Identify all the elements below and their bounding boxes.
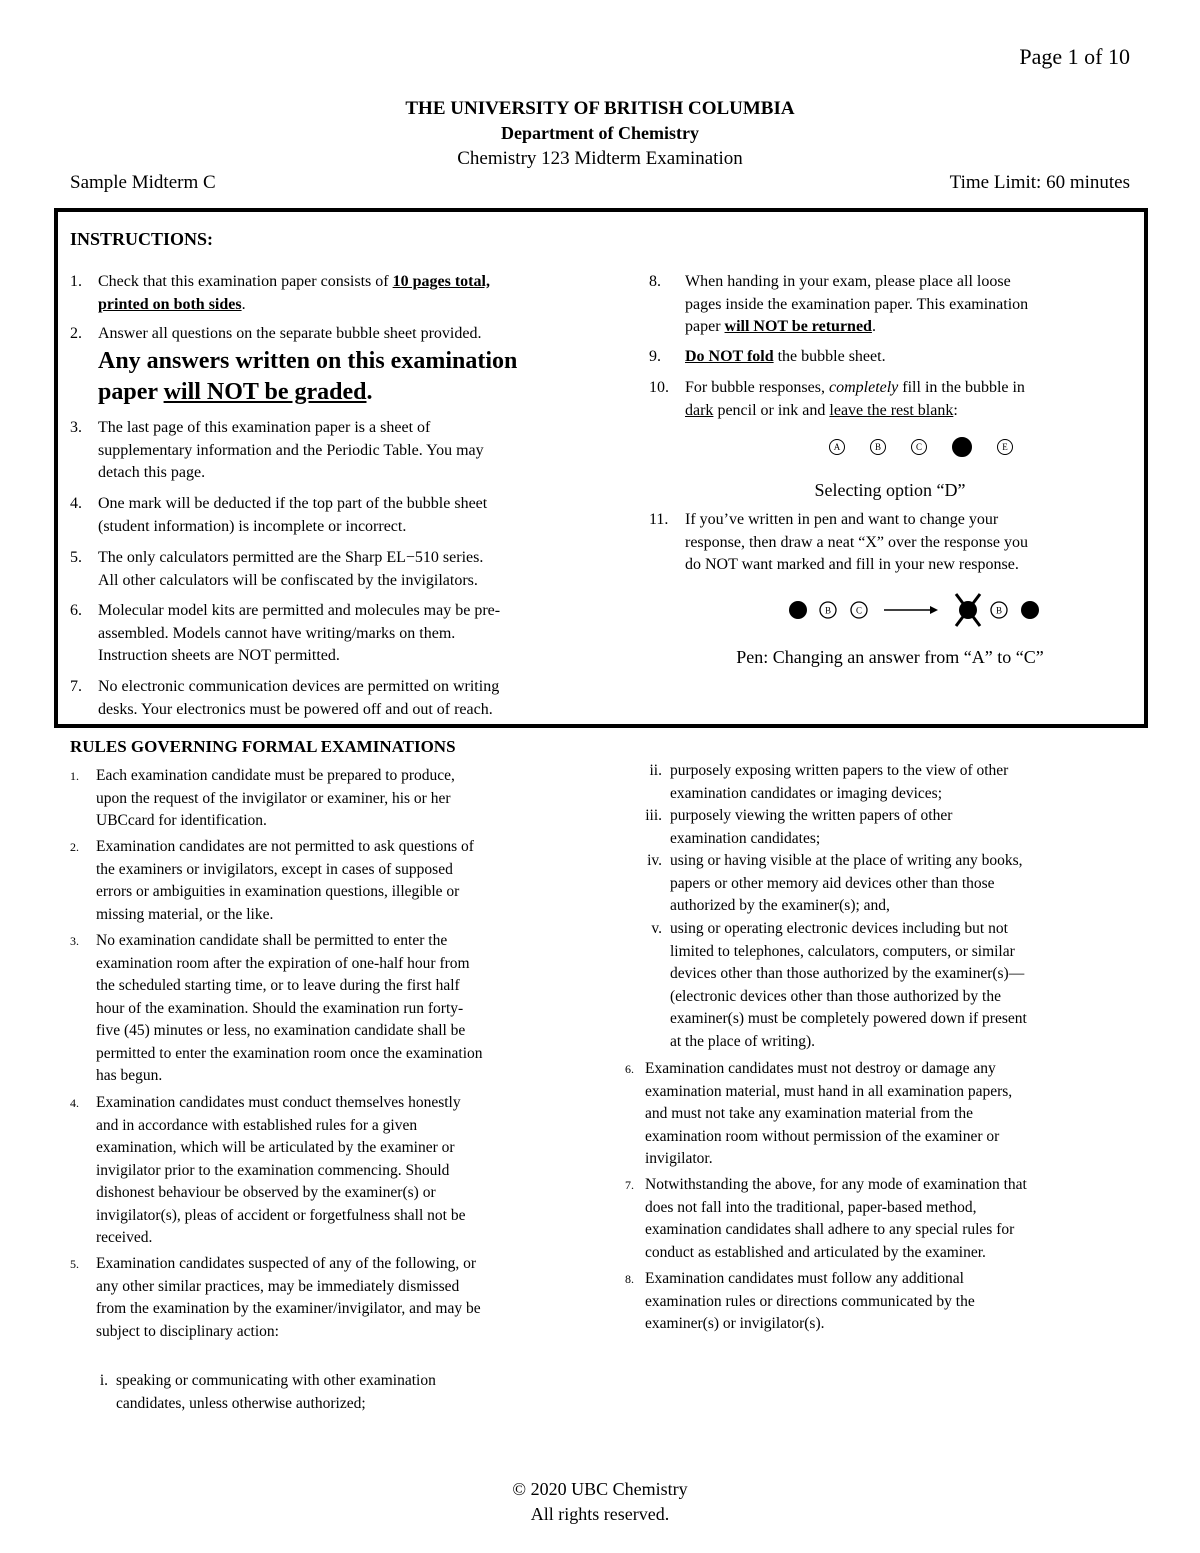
rule-text-line: No examination candidate shall be permitted to enter the — [96, 932, 448, 949]
rule-text-line: examination candidates; — [670, 829, 821, 847]
rule-item-2: 2. Examination candidates are not permitted to ask questions of the examiners or invigilators, except in cases of supposed errors or ambiguities in examination questions, illegible or missing material, or the like. — [70, 838, 474, 923]
bubble-d-filled — [952, 437, 972, 457]
instruction-item-9: 9. Do NOT fold the bubble sheet. — [649, 348, 886, 365]
new-filled-bubble-icon — [1021, 601, 1039, 619]
copyright: © 2020 UBC Chemistry — [512, 1479, 688, 1499]
rule-text-line: Examination candidates must not destroy or damage any — [645, 1060, 996, 1077]
rule-subitem-iii: iii. purposely viewing the written papers of other examination candidates; — [645, 807, 953, 847]
rule-text-line: speaking or communicating with other examination — [116, 1372, 436, 1389]
rule-item-8: 8. Examination candidates must follow any additional examination rules or directions communicated by the examiner(s) or invigilator(s). — [625, 1270, 975, 1332]
rule-text-line: hour of the examination. Should the examination run forty- — [96, 999, 464, 1017]
exam-subheader — [70, 172, 1130, 194]
rule-text-line: upon the request of the invigilator or examiner, his or her — [96, 789, 451, 807]
bubble-e: E — [997, 439, 1013, 455]
rule-text-line: has begun. — [96, 1067, 163, 1084]
rule-text-line: and in accordance with established rules for a given — [96, 1116, 418, 1134]
rules-title: RULES GOVERNING FORMAL EXAMINATIONS — [70, 737, 456, 756]
rule-text-line: five (45) minutes or less, no examination candidate shall be — [96, 1022, 466, 1039]
instruction-item-1: 1. Check that this examination paper consists of 10 pages total, printed on both sides. — [70, 273, 490, 313]
course-title: Chemistry 123 Midterm Examination — [457, 148, 743, 169]
rule-text-line: limited to telephones, calculators, computers, or similar — [670, 942, 1015, 960]
rule-text-line: examination rules or directions communicated by the — [645, 1292, 975, 1310]
rule-text-line: received. — [96, 1229, 153, 1246]
filled-bubble-icon — [789, 601, 807, 619]
bubble-b2-label: B — [995, 605, 1003, 616]
rule-text-line: candidates, unless otherwise authorized; — [116, 1394, 366, 1412]
rule-text-line: purposely exposing written papers to the view of other — [670, 762, 1009, 779]
bubble-example-caption: Selecting option “D” — [814, 480, 966, 500]
time-limit: Time Limit: 60 minutes — [949, 172, 1130, 193]
rule-item-1: 1. Each examination candidate must be prepared to produce, upon the request of the invigilator or examiner, his or her UBCcard for identification. — [70, 767, 455, 829]
pen-change-example — [780, 590, 1050, 630]
footer — [0, 1477, 1200, 1527]
rule-text-line: does not fall into the traditional, paper-based method, — [645, 1198, 977, 1216]
instruction-item-7: 7. No electronic communication devices are permitted on writing desks. Your electronics must be powered off and out of reach. — [70, 678, 500, 718]
university-name: THE UNIVERSITY OF BRITISH COLUMBIA — [405, 98, 795, 119]
rule-text-line: dishonest behaviour be observed by the examiner(s) or — [96, 1184, 436, 1201]
rule-text-line: the examiners or invigilators, except in cases of supposed — [96, 860, 453, 878]
instruction-item-10: 10. For bubble responses, completely fill in the bubble in dark pencil or ink and leave the rest blank: — [649, 379, 1025, 419]
rule-text-line: the scheduled starting time, or to leave during the first half — [96, 977, 460, 994]
rule-text-line: permitted to enter the examination room once the examination — [96, 1044, 483, 1062]
rule-item-3: 3. No examination candidate shall be permitted to enter the examination room after the expiration of one-half hour from the scheduled starting time, or to leave during the first half hour of the examination. Should the examination run forty- five (45) minutes or less, no examination candidate shall be permitted to enter the examination room once the examination has begun. — [70, 932, 483, 1084]
page-number: Page 1 of 10 — [1019, 44, 1130, 69]
exam-name: Sample Midterm C — [70, 172, 216, 193]
rule-item-5: 5. Examination candidates suspected of any of the following, or any other similar practices, may be immediately dismissed from the examination by the examiner/invigilator, and may be subject to disciplinary action: — [70, 1255, 481, 1340]
pen-example-caption: Pen: Changing an answer from “A” to “C” — [736, 647, 1044, 667]
rule-text-line: examination candidates or imaging devices; — [670, 784, 943, 802]
bubble-c-label: C — [855, 605, 863, 616]
rule-text-line: at the place of writing). — [670, 1032, 816, 1050]
rule-text-line: papers or other memory aid devices other than those — [670, 874, 995, 892]
rule-text-line: using or having visible at the place of writing any books, — [670, 852, 1023, 869]
rule-text-line: examination material, must hand in all examination papers, — [645, 1082, 1013, 1100]
rule-text-line: authorized by the examiner(s); and, — [670, 897, 890, 914]
instruction-item-5: 5. The only calculators permitted are the Sharp EL−510 series. All other calculators will be confiscated by the invigilators. — [70, 549, 484, 589]
rule-text-line: from the examination by the examiner/invigilator, and may be — [96, 1300, 481, 1317]
rule-text-line: using or operating electronic devices including but not — [670, 920, 1008, 937]
arrow-head-icon — [930, 606, 938, 614]
instruction-item-11: 11. If you’ve written in pen and want to change your response, then draw a neat “X” over the response you do NOT want marked and fill in your new response. — [649, 511, 1028, 573]
rule-subitem-i: i. speaking or communicating with other examination candidates, unless otherwise authorized; — [99, 1372, 436, 1412]
rule-text-line: (electronic devices other than those authorized by the — [670, 987, 1001, 1005]
instruction-item-4: 4. One mark will be deducted if the top part of the bubble sheet (student information) is incomplete or incorrect. — [70, 495, 488, 535]
rule-text-line: any other similar practices, may be immediately dismissed — [96, 1277, 460, 1295]
rule-subitem-v: v. using or operating electronic devices including but not limited to telephones, calculators, computers, or similar devices other than those authorized by the examiner(s)— (electronic devices other than those authorized by the examiner(s) must be completely powered down if present at the place of writing). — [651, 920, 1027, 1050]
rule-text-line: missing material, or the like. — [96, 905, 274, 923]
rule-text-line: Notwithstanding the above, for any mode of examination that — [645, 1176, 1027, 1193]
rule-item-6: 6. Examination candidates must not destroy or damage any examination material, must hand in all examination papers, and must not take any examination material from the examination room without permission of the examiner or invigilator. — [625, 1060, 1013, 1167]
bubble-c: C — [911, 439, 927, 455]
rule-text-line: invigilator prior to the examination commencing. Should — [96, 1161, 450, 1179]
rule-text-line: examination, which will be articulated by the examiner or — [96, 1139, 455, 1156]
department-name: Department of Chemistry — [501, 123, 699, 143]
rule-text-line: Examination candidates must follow any additional — [645, 1270, 964, 1287]
rule-text-line: examination room after the expiration of one-half hour from — [96, 954, 470, 972]
rule-text-line: examination room without permission of the examiner or — [645, 1127, 1000, 1145]
rule-text-line: devices other than those authorized by the examiner(s)— — [670, 965, 1025, 982]
bubble-b-label: B — [824, 605, 832, 616]
rule-item-4: 4. Examination candidates must conduct themselves honestly and in accordance with established rules for a given examination, which will be articulated by the examiner or invigilator prior to the examination commencing. Should dishonest behaviour be observed by the examiner(s) or invigilator(s), pleas of accident or forgetfulness shall not be received. — [70, 1094, 466, 1246]
rule-subitem-iv: iv. using or having visible at the place of writing any books, papers or other memory aid devices other than those authorized by the examiner(s); and, — [647, 852, 1023, 914]
bubble-b: B — [870, 439, 886, 455]
bubble-a: A — [829, 439, 845, 455]
rule-text-line: and must not take any examination material from the — [645, 1105, 973, 1122]
rule-text-line: invigilator(s), pleas of accident or forgetfulness shall not be — [96, 1206, 466, 1224]
rule-text-line: Examination candidates suspected of any of the following, or — [96, 1255, 477, 1272]
rights-reserved: All rights reserved. — [530, 1504, 670, 1524]
rule-text-line: subject to disciplinary action: — [96, 1322, 279, 1340]
rule-text-line: purposely viewing the written papers of other — [670, 807, 953, 824]
instructions-title: INSTRUCTIONS: — [70, 229, 214, 249]
rule-text-line: examination candidates shall adhere to any special rules for — [645, 1221, 1015, 1238]
rule-item-7: 7. Notwithstanding the above, for any mode of examination that does not fall into the traditional, paper-based method, examination candidates shall adhere to any special rules for conduct as established and articulated by the examiner. — [625, 1176, 1027, 1261]
rule-text-line: UBCcard for identification. — [96, 812, 267, 829]
rule-text-line: errors or ambiguities in examination questions, illegible or — [96, 883, 460, 900]
bubble-example — [829, 437, 1038, 457]
rule-text-line: examiner(s) must be completely powered down if present — [670, 1010, 1027, 1027]
instruction-item-6: 6. Molecular model kits are permitted and molecules may be pre- assembled. Models cannot have writing/marks on them. Instruction sheets are NOT permitted. — [70, 602, 501, 664]
instruction-item-3: 3. The last page of this examination paper is a sheet of supplementary information and the Periodic Table. You may detach this page. — [70, 419, 484, 481]
instruction-item-2: 2. Answer all questions on the separate bubble sheet provided. Any answers written on this examination paper will NOT be graded. — [70, 325, 518, 405]
rule-text-line: Examination candidates are not permitted to ask questions of — [96, 838, 474, 855]
rule-text-line: Each examination candidate must be prepared to produce, — [96, 767, 455, 784]
rule-text-line: examiner(s) or invigilator(s). — [645, 1315, 825, 1332]
rule-subitem-ii: ii. purposely exposing written papers to the view of other examination candidates or imaging devices; — [649, 762, 1009, 802]
instruction-item-8: 8. When handing in your exam, please place all loose pages inside the examination paper. This examination paper will NOT be returned. — [649, 273, 1029, 335]
rule-text-line: Examination candidates must conduct themselves honestly — [96, 1094, 461, 1111]
rule-text-line: invigilator. — [645, 1150, 713, 1167]
rule-text-line: conduct as established and articulated by the examiner. — [645, 1243, 986, 1261]
